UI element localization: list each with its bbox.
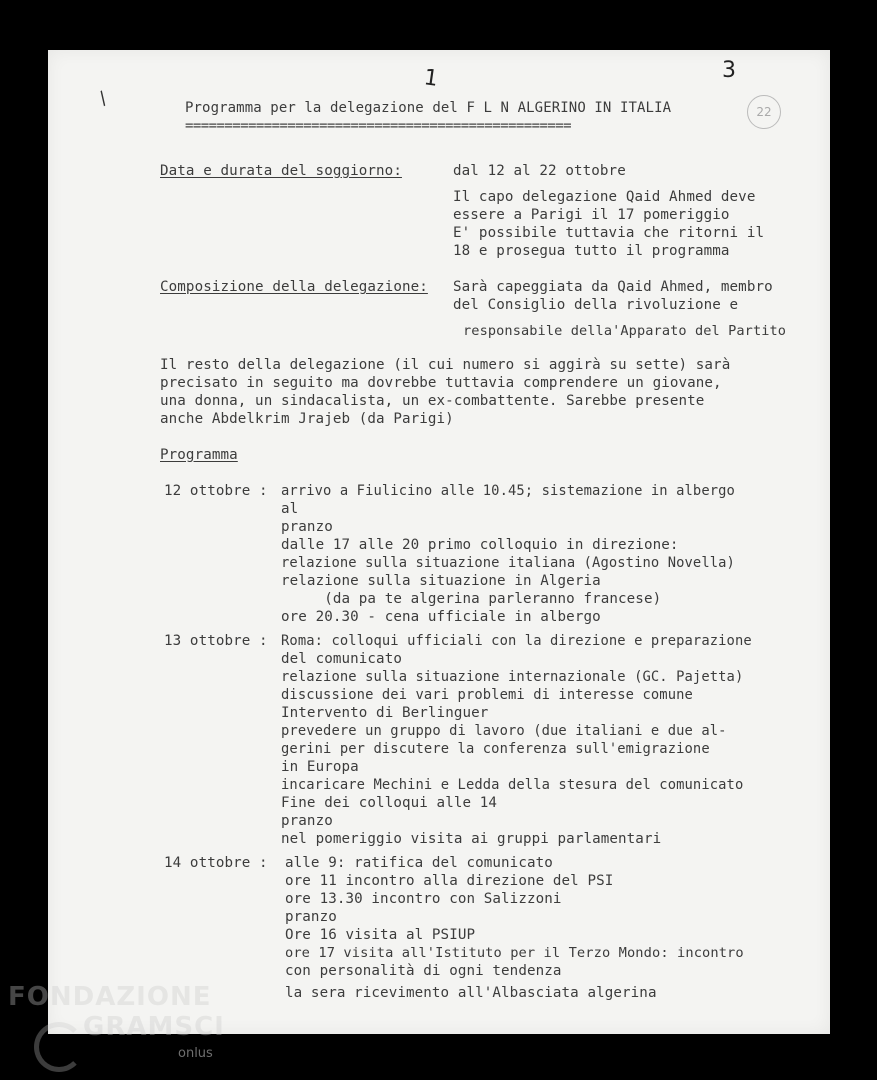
watermark-suffix: onlus bbox=[178, 1046, 213, 1061]
day-line: in Europa bbox=[281, 759, 359, 775]
pencil-mark-icon: / bbox=[95, 87, 111, 110]
day-line: ore 11 incontro alla direzione del PSI bbox=[285, 873, 614, 889]
rest-line: precisato in seguito ma dovrebbe tuttavia comprendere un giovane, bbox=[160, 375, 722, 391]
programma-heading: Programma bbox=[160, 447, 238, 463]
day-line: pranzo bbox=[281, 813, 333, 829]
watermark bbox=[8, 982, 225, 1042]
day-line: del comunicato bbox=[281, 651, 402, 667]
day-line: Ore 16 visita al PSIUP bbox=[285, 927, 476, 943]
stay-line: E' possibile tuttavia che ritorni il bbox=[453, 225, 765, 241]
rest-line: una donna, un sindacalista, un ex-combattente. Sarebbe presente bbox=[160, 393, 705, 409]
watermark-line1: FONDAZIONE bbox=[8, 982, 212, 1012]
stay-label: Data e durata del soggiorno: bbox=[160, 163, 402, 179]
day-line: con personalità di ogni tendenza bbox=[285, 963, 562, 979]
rest-line: anche Abdelkrim Jrajeb (da Parigi) bbox=[160, 411, 454, 427]
watermark-line2: GRAMSCI bbox=[83, 1012, 225, 1042]
stay-line: dal 12 al 22 ottobre bbox=[453, 163, 626, 179]
day-line: alle 9: ratifica del comunicato bbox=[285, 855, 553, 871]
composition-line: del Consiglio della rivoluzione e bbox=[453, 297, 739, 313]
day-line: discussione dei vari problemi di interesse comune bbox=[281, 687, 693, 703]
day-label: 12 ottobre : bbox=[164, 483, 268, 499]
handwritten-page-number-right: 3 bbox=[722, 58, 736, 83]
composition-label: Composizione della delegazione: bbox=[160, 279, 428, 295]
day-line: relazione sulla situazione italiana (Agostino Novella) bbox=[281, 555, 735, 571]
day-label: 14 ottobre : bbox=[164, 855, 268, 871]
composition-line: Sarà capeggiata da Qaid Ahmed, membro bbox=[453, 279, 773, 295]
day-line: ore 13.30 incontro con Salizzoni bbox=[285, 891, 562, 907]
day-line: relazione sulla situazione in Algeria bbox=[281, 573, 601, 589]
day-line: la sera ricevimento all'Albasciata algerina bbox=[285, 985, 657, 1001]
day-line: nel pomeriggio visita ai gruppi parlamentari bbox=[281, 831, 662, 847]
day-line: incaricare Mechini e Ledda della stesura del comunicato bbox=[281, 777, 744, 793]
day-line: relazione sulla situazione internazionale (GC. Pajetta) bbox=[281, 669, 744, 685]
document-title: Programma per la delegazione del F L N ALGERINO IN ITALIA bbox=[185, 100, 672, 116]
day-label: 13 ottobre : bbox=[164, 633, 268, 649]
day-line: pranzo bbox=[281, 519, 333, 535]
day-line: Roma: colloqui ufficiali con la direzione e preparazione bbox=[281, 633, 752, 649]
composition-line: responsabile della'Apparato del Partito bbox=[463, 323, 787, 339]
stay-line: 18 e prosegua tutto il programma bbox=[453, 243, 730, 259]
day-line: pranzo bbox=[285, 909, 337, 925]
handwritten-page-number-left: 1 bbox=[422, 65, 440, 92]
day-line: arrivo a Fiulicino alle 10.45; sistemazione in albergo bbox=[281, 483, 735, 499]
day-line: Intervento di Berlinguer bbox=[281, 705, 489, 721]
day-line: ore 20.30 - cena ufficiale in albergo bbox=[281, 609, 601, 625]
title-underline-rule: ================================================= bbox=[185, 118, 572, 134]
stay-line: Il capo delegazione Qaid Ahmed deve bbox=[453, 189, 756, 205]
day-line: (da pa te algerina parleranno francese) bbox=[281, 591, 662, 607]
day-line: al bbox=[281, 501, 299, 517]
day-line: prevedere un gruppo di lavoro (due italiani e due al- bbox=[281, 723, 727, 739]
day-line: Fine dei colloqui alle 14 bbox=[281, 795, 498, 811]
day-line: dalle 17 alle 20 primo colloquio in direzione: bbox=[281, 537, 679, 553]
day-line: gerini per discutere la conferenza sull'emigrazione bbox=[281, 741, 710, 757]
archive-stamp: 22 bbox=[747, 95, 781, 129]
rest-line: Il resto della delegazione (il cui numero si aggirà su sette) sarà bbox=[160, 357, 731, 373]
stay-line: essere a Parigi il 17 pomeriggio bbox=[453, 207, 730, 223]
day-line: ore 17 visita all'Istituto per il Terzo Mondo: incontro bbox=[285, 945, 744, 961]
